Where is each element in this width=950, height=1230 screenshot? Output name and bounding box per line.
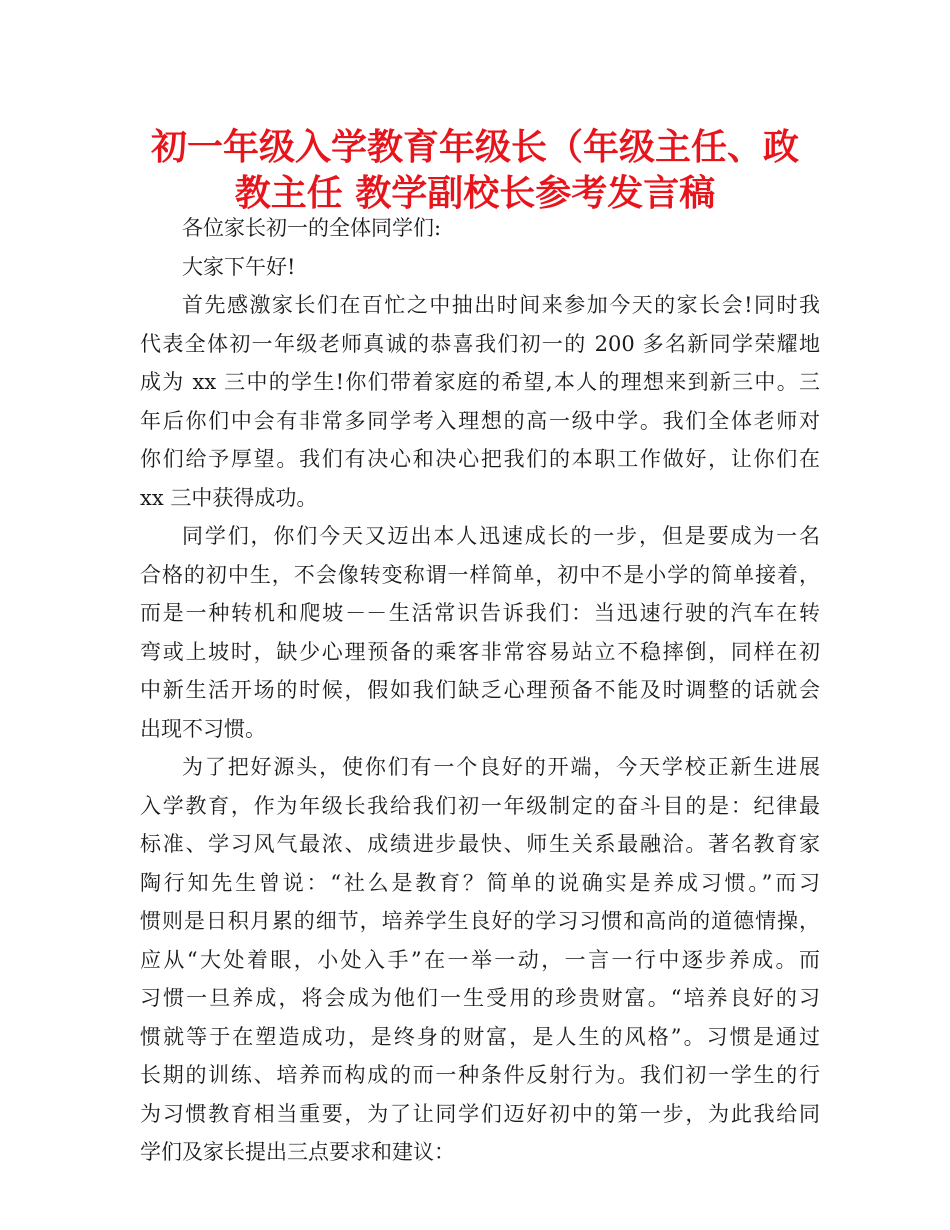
body-paragraph	[140, 748, 820, 1172]
text-line: 各位家长初一的全体同学们:	[182, 216, 442, 240]
text-line: 入学教育，作为年级长我给我们初一年级制定的奋斗目的是：纪律最	[140, 793, 820, 818]
text-line: xx 三中获得成功。	[140, 485, 318, 510]
text-line: 标准、学习风气最浓、成绩进步最快、师生关系最融洽。著名教育家	[140, 832, 820, 856]
text-line: 陶行知先生曾说：“社么是教育？简单的说确实是养成习惯。”而习	[140, 870, 820, 895]
text-line: 合格的初中生，不会像转变称谓一样简单，初中不是小学的简单接着，	[140, 562, 820, 587]
text-line: 惯则是日积月累的细节，培养学生良好的学习习惯和高尚的道德情操，	[140, 909, 820, 933]
text-line: 弯或上坡时，缺少心理预备的乘客非常容易站立不稳摔倒，同样在初	[140, 639, 820, 664]
text-line: 首先感激家长们在百忙之中抽出时间来参加今天的家长会!同时我	[182, 293, 820, 317]
text-line: 应从“大处着眼，小处入手”在一举一动，一言一行中逐步养成。而	[140, 947, 820, 972]
document-title-line-2: 教主任 教学副校长参考发言稿	[234, 173, 716, 214]
text-line: 代表全体初一年级老师真诚的恭喜我们初一的 200 多名新同学荣耀地	[140, 331, 820, 356]
text-line: 成为 xx 三中的学生!你们带着家庭的希望,本人的理想来到新三中。三	[140, 370, 820, 394]
document-body	[140, 209, 820, 1172]
body-paragraph	[140, 517, 820, 748]
salutation-paragraph	[140, 209, 820, 248]
text-line: 而是一种转机和爬坡－－生活常识告诉我们：当迅速行驶的汽车在转	[140, 601, 820, 625]
greeting-paragraph	[140, 248, 820, 287]
text-line: 中新生活开场的时候，假如我们缺乏心理预备不能及时调整的话就会	[140, 678, 820, 702]
text-line: 年后你们中会有非常多同学考入理想的高一级中学。我们全体老师对	[140, 408, 820, 433]
text-line: 大家下午好!	[182, 254, 296, 279]
text-line: 出现不习惯。	[140, 716, 266, 741]
document-title-line-1: 初一年级入学教育年级长（年级主任、政	[150, 127, 799, 168]
text-line: 你们给予厚望。我们有决心和决心把我们的本职工作做好，让你们在	[140, 447, 820, 471]
text-line: 为习惯教育相当重要，为了让同学们迈好初中的第一步，为此我给同	[140, 1101, 820, 1126]
body-paragraph	[140, 286, 820, 517]
text-line: 长期的训练、培养而构成的而一种条件反射行为。我们初一学生的行	[140, 1063, 820, 1087]
text-line: 为了把好源头，使你们有一个良好的开端，今天学校正新生进展	[182, 755, 820, 779]
text-line: 学们及家长提出三点要求和建议：	[140, 1140, 455, 1164]
text-line: 习惯一旦养成，将会成为他们一生受用的珍贵财富。“培养良好的习	[140, 986, 820, 1010]
text-line: 同学们，你们今天又迈出本人迅速成长的一步，但是要成为一名	[182, 524, 820, 548]
text-line: 惯就等于在塑造成功，是终身的财富，是人生的风格”。习惯是通过	[140, 1024, 820, 1049]
